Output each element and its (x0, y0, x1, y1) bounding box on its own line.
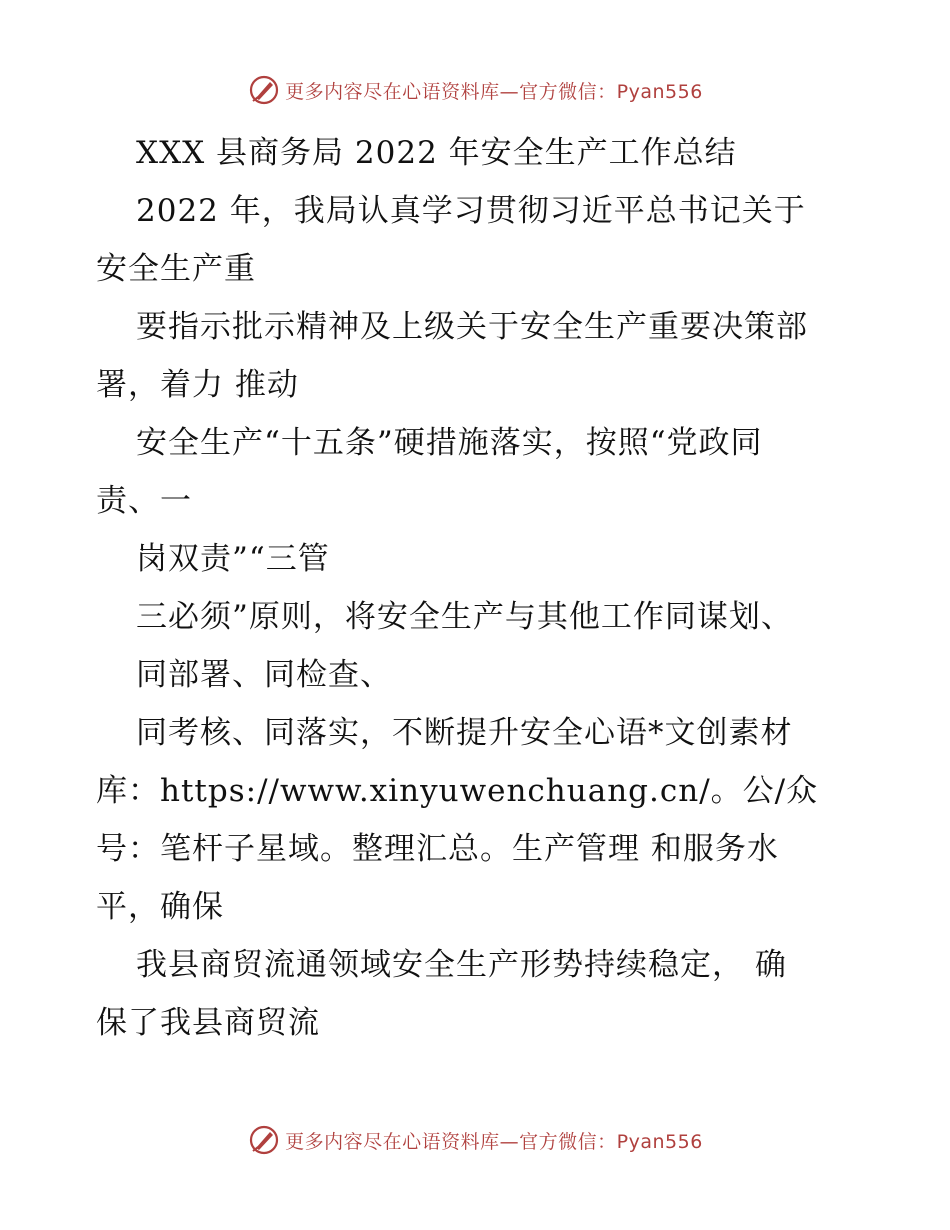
paragraph-line: 号：笔杆子星域。整理汇总。生产管理 和服务水 (96, 831, 779, 867)
document-body (96, 124, 866, 1052)
paragraph-line: 平，确保 (96, 889, 224, 925)
paragraph-line: 责、一 (96, 483, 192, 519)
paragraph-line: 要指示批示精神及上级关于安全生产重要决策部 (136, 309, 808, 345)
watermark-text: 更多内容尽在心语资料库—官方微信：Pyan556 (285, 80, 703, 103)
paragraph-line: 同考核、同落实，不断提升安全心语*文创素材 (136, 715, 793, 751)
paragraph-line: 2022 年，我局认真学习贯彻习近平总书记关于 (136, 193, 806, 229)
footer-watermark (0, 1120, 950, 1160)
paragraph-line: 三必须”原则，将安全生产与其他工作同谋划、 (136, 599, 793, 635)
quill-circle-icon (247, 1123, 281, 1157)
watermark-text: 更多内容尽在心语资料库—官方微信：Pyan556 (285, 1130, 703, 1153)
paragraph-line: 署，着力 推动 (96, 367, 299, 403)
quill-circle-icon (247, 73, 281, 107)
document-title: XXX 县商务局 2022 年安全生产工作总结 (136, 135, 737, 171)
paragraph-line: 岗双责”“三管 (136, 541, 330, 577)
paragraph-line: 安全生产“十五条”硬措施落实，按照“党政同 (136, 425, 763, 461)
paragraph-line: 同部署、同检查、 (136, 657, 392, 693)
paragraph-line: 我县商贸流通领域安全生产形势持续稳定， 确 (136, 947, 787, 983)
paragraph-line: 保了我县商贸流 (96, 1005, 320, 1041)
paragraph-line: 安全生产重 (96, 251, 256, 287)
paragraph-line: 库：https://www.xinyuwenchuang.cn/。公/众 (96, 773, 819, 809)
header-watermark (0, 70, 950, 110)
